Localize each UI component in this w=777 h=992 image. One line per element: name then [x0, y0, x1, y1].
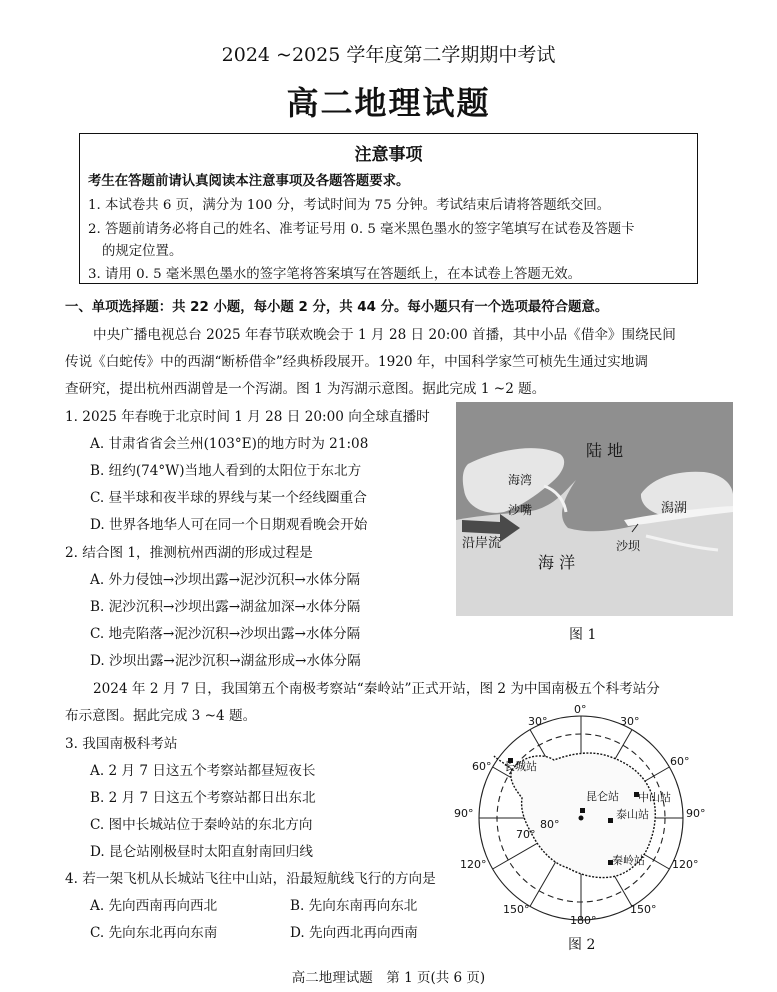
- question-3-option-b: B. 2 月 7 日这五个考察站都日出东北: [90, 790, 316, 806]
- question-2-stem: 2. 结合图 1，推测杭州西湖的形成过程是: [65, 545, 313, 561]
- question-4-option-c: C. 先向东北再向东南: [90, 925, 218, 941]
- page-footer: 高二地理试题 第 1 页(共 6 页): [291, 970, 486, 986]
- section-heading: 一、单项选择题：共 22 小题，每小题 2 分，共 44 分。每小题只有一个选项最符合题意。: [65, 300, 609, 315]
- station-label-changcheng: 长城站: [504, 760, 537, 773]
- station-label-kunlun: 昆仑站: [586, 790, 619, 803]
- figure-1-lagoon-diagram: [456, 402, 733, 616]
- intro-line: 查研究，提出杭州西湖曾是一个泻湖。图 1 为泻湖示意图。据此完成 1 ~2 题。: [65, 381, 546, 397]
- degree-label: 120°: [460, 858, 487, 871]
- notice-item: 的规定位置。: [102, 244, 183, 259]
- exam-session-title: 2024 ~2025 学年度第二学期期中考试: [221, 44, 556, 66]
- intro2-line: 布示意图。据此完成 3 ~4 题。: [65, 708, 257, 724]
- figure-1-label-current: 沿岸流: [462, 536, 502, 551]
- question-3-stem: 3. 我国南极科考站: [65, 736, 178, 752]
- station-marker-taishan: [608, 818, 613, 823]
- figure-1-label-bar: 沙坝: [616, 539, 641, 553]
- question-3-option-a: A. 2 月 7 日这五个考察站都昼短夜长: [90, 763, 316, 779]
- figure-2-caption: 图 2: [568, 937, 596, 953]
- degree-label: 60°: [670, 755, 690, 768]
- question-2-option-b: B. 泥沙沉积→沙坝出露→湖盆加深→水体分隔: [90, 599, 361, 615]
- figure-1-label-lagoon: 潟湖: [661, 501, 688, 516]
- notice-lead: 考生在答题前请认真阅读本注意事项及各题答题要求。: [88, 174, 410, 189]
- degree-label: 30°: [528, 715, 548, 728]
- station-marker-kunlun: [580, 808, 585, 813]
- question-1-option-d: D. 世界各地华人可在同一个日期观看晚会开始: [90, 517, 368, 533]
- lagoon-map: [456, 402, 733, 616]
- latitude-label: 70°: [516, 828, 536, 841]
- question-1-option-a: A. 甘肃省省会兰州(103°E)的地方时为 21:08: [90, 436, 369, 452]
- notice-box: [79, 133, 698, 284]
- figure-1-caption: 图 1: [569, 627, 597, 643]
- question-1-stem: 1. 2025 年春晚于北京时间 1 月 28 日 20:00 向全球直播时: [65, 409, 430, 425]
- degree-label: 120°: [672, 858, 699, 871]
- question-4-option-a: A. 先向西南再向西北: [90, 898, 218, 914]
- notice-item: 3. 请用 0. 5 毫米黑色墨水的签字笔将答案填写在答题纸上，在本试卷上答题无效。: [88, 267, 581, 282]
- station-label-zhongshan: 中山站: [638, 791, 671, 804]
- degree-label: 90°: [686, 807, 706, 820]
- station-label-taishan: 泰山站: [616, 808, 649, 821]
- degree-label: 90°: [454, 807, 474, 820]
- question-1-option-b: B. 纽约(74°W)当地人看到的太阳位于东北方: [90, 463, 362, 479]
- question-2-option-d: D. 沙坝出露→泥沙沉积→湖盆形成→水体分隔: [90, 653, 361, 669]
- intro2-line: 2024 年 2 月 7 日，我国第五个南极考察站“秦岭站”正式开站，图 2 为中国南极五个科考站分: [93, 681, 660, 697]
- notice-item: 2. 答题前请务必将自己的姓名、准考证号用 0. 5 毫米黑色墨水的签字笔填写在试卷及答题卡: [88, 222, 635, 237]
- degree-label: 0°: [574, 703, 587, 716]
- degree-label: 150°: [630, 903, 657, 916]
- figure-1-label-spit: 沙嘴: [508, 503, 533, 517]
- degree-label: 180°: [570, 914, 597, 927]
- question-4-option-b: B. 先向东南再向东北: [290, 898, 418, 914]
- intro-line: 中央广播电视总台 2025 年春节联欢晚会于 1 月 28 日 20:00 首播，其中小品《借伞》围绕民间: [93, 327, 676, 343]
- south-pole-marker: [579, 816, 584, 821]
- figure-2-antarctic-map: [450, 700, 706, 934]
- paper-title: 高二地理试题: [286, 84, 491, 122]
- figure-1-label-ocean: 海 洋: [538, 553, 576, 572]
- polar-projection: [450, 700, 706, 934]
- degree-label: 60°: [472, 760, 492, 773]
- figure-1-label-land: 陆 地: [586, 441, 624, 460]
- latitude-label: 80°: [540, 818, 560, 831]
- notice-title: 注意事项: [354, 145, 423, 165]
- question-3-option-d: D. 昆仑站刚极昼时太阳直射南回归线: [90, 844, 313, 860]
- question-1-option-c: C. 昼半球和夜半球的界线与某一个经线圈重合: [90, 490, 367, 506]
- degree-label: 150°: [503, 903, 530, 916]
- notice-item: 1. 本试卷共 6 页，满分为 100 分，考试时间为 75 分钟。考试结束后请将答题纸交回。: [88, 198, 611, 213]
- question-2-option-a: A. 外力侵蚀→沙坝出露→泥沙沉积→水体分隔: [90, 572, 361, 588]
- question-3-option-c: C. 图中长城站位于秦岭站的东北方向: [90, 817, 313, 833]
- question-2-option-c: C. 地壳陷落→泥沙沉积→沙坝出露→水体分隔: [90, 626, 361, 642]
- figure-1-label-bay: 海湾: [508, 473, 533, 487]
- station-label-qinling: 秦岭站: [612, 854, 645, 867]
- degree-label: 30°: [620, 715, 640, 728]
- question-4-option-d: D. 先向西北再向西南: [290, 925, 418, 941]
- intro-line: 传说《白蛇传》中的西湖“断桥借伞”经典桥段展开。1920 年，中国科学家竺可桢先生通过实地调: [65, 354, 648, 370]
- question-4-stem: 4. 若一架飞机从长城站飞往中山站，沿最短航线飞行的方向是: [65, 871, 436, 887]
